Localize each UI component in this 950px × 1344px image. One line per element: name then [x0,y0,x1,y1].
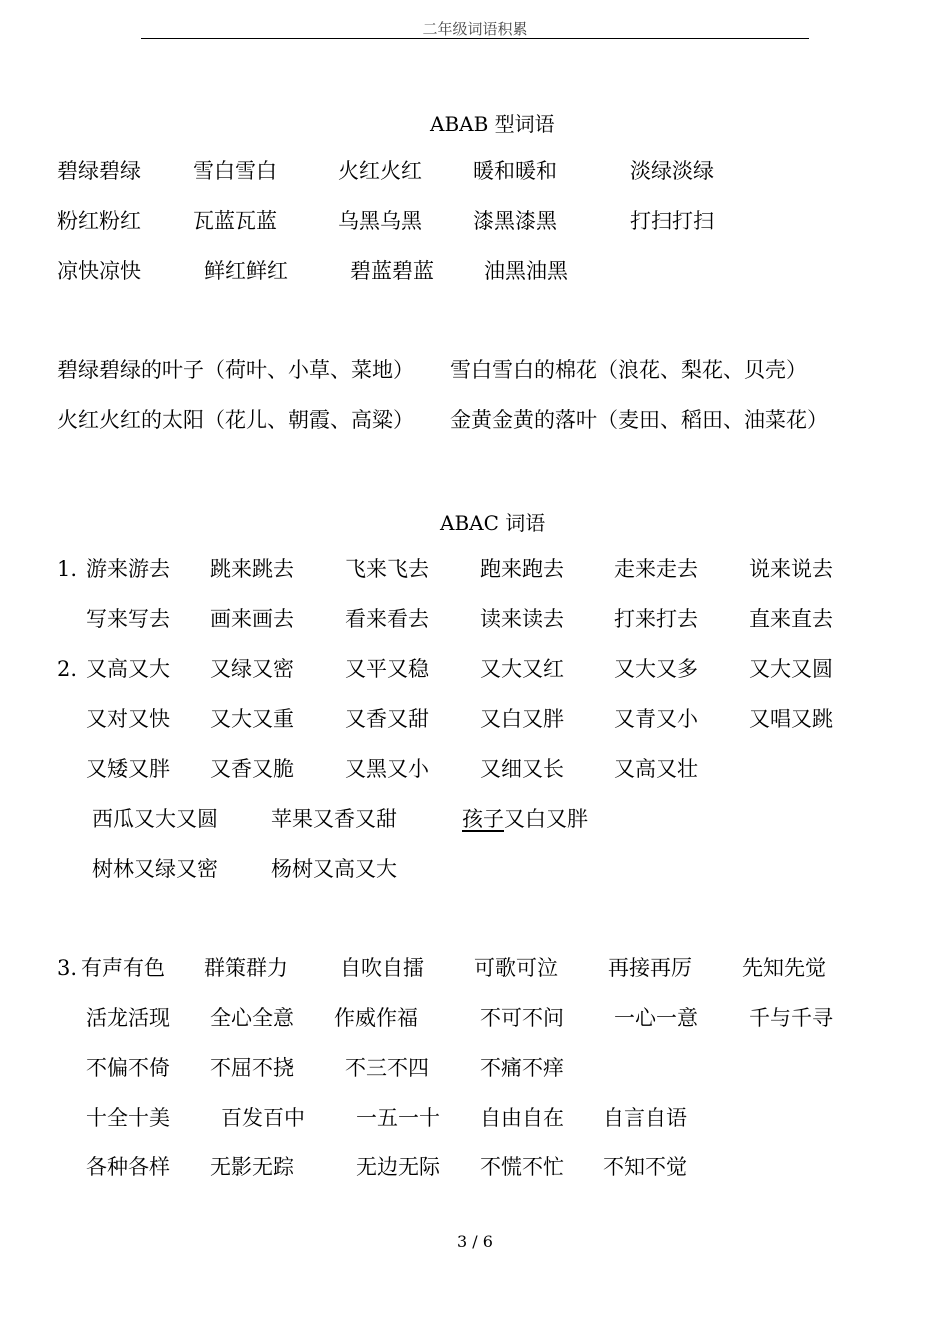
word: 一心一意 [614,1006,698,1030]
word: 又青又小 [614,707,698,731]
phrase: 金黄金黄的落叶（麦田、稻田、油菜花） [450,408,828,432]
word: 漆黑漆黑 [473,209,557,233]
word: 又平又稳 [345,657,429,681]
word: 不痛不痒 [480,1056,564,1080]
section-title-abac: ABAC 词语 [440,511,546,535]
page-header: 二年级词语积累 [422,20,528,38]
word: 又大又红 [480,657,564,681]
word: 又高又大 [86,657,170,681]
example-phrase: 杨树又高又大 [271,857,397,881]
word: 碧绿碧绿 [57,159,141,183]
group-number: 3. [57,956,78,980]
word: 可歌可泣 [474,956,558,980]
word: 火红火红 [338,159,422,183]
word: 游来游去 [86,557,170,581]
word: 有声有色 [81,956,165,980]
word: 打扫打扫 [630,209,714,233]
word: 又绿又密 [210,657,294,681]
word: 一五一十 [356,1106,440,1130]
word: 又黑又小 [345,757,429,781]
word: 打来打去 [614,607,698,631]
word: 不屈不挠 [210,1056,294,1080]
word: 作威作福 [334,1006,418,1030]
word: 跑来跑去 [480,557,564,581]
word: 不慌不忙 [480,1155,564,1179]
example-phrase: 树林又绿又密 [92,857,218,881]
word: 不可不问 [480,1006,564,1030]
group-number: 1. [57,557,78,581]
word: 又细又长 [480,757,564,781]
header-divider [141,38,809,39]
phrase: 火红火红的太阳（花儿、朝霞、高粱） [57,408,414,432]
word: 又大又圆 [749,657,833,681]
example-phrase [462,806,588,832]
underlined-subject: 孩子 [462,807,504,831]
word: 飞来飞去 [345,557,429,581]
word: 各种各样 [86,1155,170,1179]
word: 不偏不倚 [86,1056,170,1080]
word: 千与千寻 [749,1006,833,1030]
example-predicate: 又白又胖 [504,807,588,831]
word: 粉红粉红 [57,209,141,233]
word: 鲜红鲜红 [204,259,288,283]
word: 百发百中 [221,1106,305,1130]
word: 无影无踪 [210,1155,294,1179]
word: 再接再厉 [608,956,692,980]
word: 不知不觉 [603,1155,687,1179]
word: 瓦蓝瓦蓝 [193,209,277,233]
word: 跳来跳去 [210,557,294,581]
page-number: 3 / 6 [457,1232,493,1251]
word: 又白又胖 [480,707,564,731]
word: 先知先觉 [742,956,826,980]
word: 又高又壮 [614,757,698,781]
word: 十全十美 [86,1106,170,1130]
word: 看来看去 [345,607,429,631]
word: 又对又快 [86,707,170,731]
word: 乌黑乌黑 [338,209,422,233]
word: 碧蓝碧蓝 [350,259,434,283]
word: 又矮又胖 [86,757,170,781]
phrase: 雪白雪白的棉花（浪花、梨花、贝壳） [450,358,807,382]
word: 群策群力 [204,956,288,980]
section-title-abab: ABAB 型词语 [430,112,555,136]
word: 画来画去 [210,607,294,631]
word: 雪白雪白 [193,159,277,183]
word: 又唱又跳 [749,707,833,731]
word: 不三不四 [345,1056,429,1080]
word: 写来写去 [86,607,170,631]
word: 油黑油黑 [484,259,568,283]
word: 淡绿淡绿 [630,159,714,183]
word: 暖和暖和 [473,159,557,183]
example-phrase: 西瓜又大又圆 [92,807,218,831]
word: 活龙活现 [86,1006,170,1030]
word: 走来走去 [614,557,698,581]
word: 读来读去 [480,607,564,631]
group-number: 2. [57,657,78,681]
word: 自吹自擂 [340,956,424,980]
word: 又大又多 [614,657,698,681]
example-phrase: 苹果又香又甜 [271,807,397,831]
word: 全心全意 [210,1006,294,1030]
word: 又香又甜 [345,707,429,731]
word: 自由自在 [480,1106,564,1130]
word: 又香又脆 [210,757,294,781]
phrase: 碧绿碧绿的叶子（荷叶、小草、菜地） [57,358,414,382]
word: 又大又重 [210,707,294,731]
word: 直来直去 [749,607,833,631]
word: 自言自语 [603,1106,687,1130]
word: 无边无际 [356,1155,440,1179]
word: 说来说去 [749,557,833,581]
word: 凉快凉快 [57,259,141,283]
